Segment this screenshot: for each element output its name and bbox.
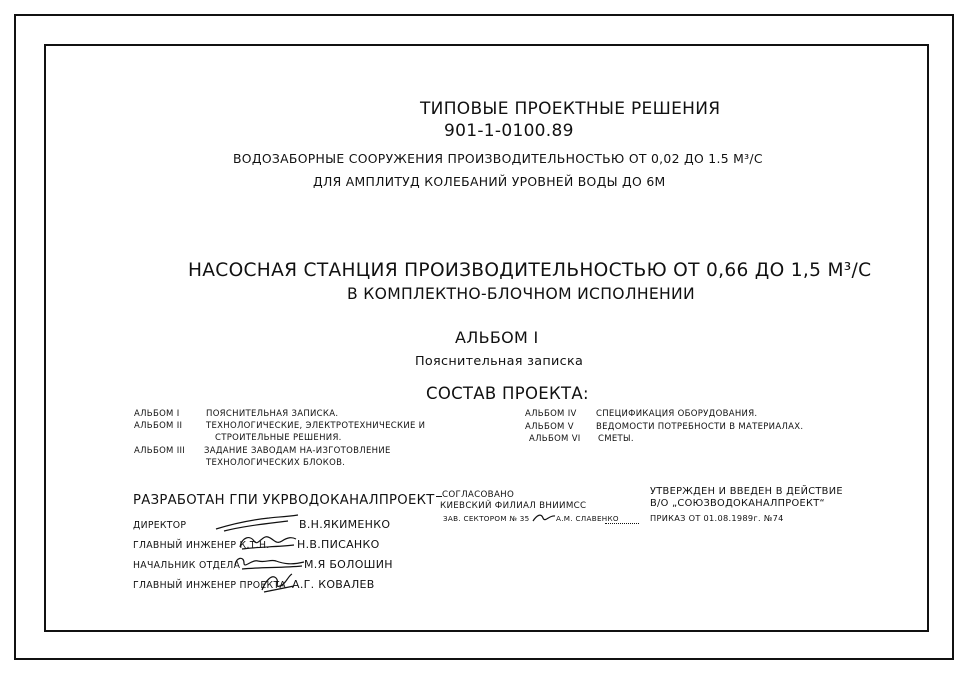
header-line-1: ТИПОВЫЕ ПРОЕКТНЫЕ РЕШЕНИЯ	[420, 99, 721, 119]
album-4-text: СПЕЦИФИКАЦИЯ ОБОРУДОВАНИЯ.	[596, 409, 758, 419]
main-title-line-1: НАСОСНАЯ СТАНЦИЯ ПРОИЗВОДИТЕЛЬНОСТЬЮ ОТ 0,66 ДО 1,5 М³/С	[188, 260, 872, 281]
director-role: ДИРЕКТОР	[133, 520, 187, 531]
album-6-label: АЛЬБОМ VI	[529, 434, 581, 444]
album-3-label: АЛЬБОМ III	[134, 446, 186, 456]
main-title-line-2: В КОМПЛЕКТНО-БЛОЧНОМ ИСПОЛНЕНИИ	[347, 285, 695, 303]
header-line-3: ВОДОЗАБОРНЫЕ СООРУЖЕНИЯ ПРОИЗВОДИТЕЛЬНОСТЬЮ ОТ 0,02 ДО 1.5 М³/С	[233, 151, 763, 166]
project-engineer-name: А.Г. КОВАЛЕВ	[292, 578, 375, 591]
approved-line-3: ПРИКАЗ ОТ 01.08.1989г. №74	[650, 513, 784, 523]
composition-heading: СОСТАВ ПРОЕКТА:	[426, 384, 589, 403]
approved-line-1: УТВЕРЖДЕН И ВВЕДЕН В ДЕЙСТВИЕ	[650, 486, 843, 497]
agreed-underline	[605, 523, 639, 524]
album-5-text: ВЕДОМОСТИ ПОТРЕБНОСТИ В МАТЕРИАЛАХ.	[596, 422, 804, 432]
project-engineer-role: ГЛАВНЫЙ ИНЖЕНЕР ПРОЕКТА	[133, 580, 287, 591]
approved-line-2: В/О „СОЮЗВОДОКАНАЛПРОЕКТ“	[650, 498, 825, 509]
album-6-text: СМЕТЫ.	[598, 434, 634, 444]
chief-engineer-role: ГЛАВНЫЙ ИНЖЕНЕР К.Т.Н.	[133, 540, 270, 551]
album-2-label: АЛЬБОМ II	[134, 421, 183, 431]
album-4-label: АЛЬБОМ IV	[525, 409, 577, 419]
project-number: 901-1-0100.89	[444, 121, 574, 141]
agreed-line-3: ЗАВ. СЕКТОРОМ № 35	[443, 514, 530, 523]
agreed-line-1: СОГЛАСОВАНО	[442, 490, 515, 500]
department-head-role: НАЧАЛЬНИК ОТДЕЛА	[133, 560, 241, 571]
header-line-4: ДЛЯ АМПЛИТУД КОЛЕБАНИЙ УРОВНЕЙ ВОДЫ ДО 6М	[313, 174, 666, 189]
department-head-name: М.Я БОЛОШИН	[304, 558, 393, 571]
project-engineer-signature	[258, 570, 296, 594]
album-5-label: АЛЬБОМ V	[525, 422, 574, 432]
album-3-text-1: ЗАДАНИЕ ЗАВОДАМ НА-ИЗГОТОВЛЕНИЕ	[204, 446, 391, 456]
agreed-line-3-name: А.М. СЛАВЕНКО	[556, 514, 619, 523]
director-name: В.Н.ЯКИМЕНКО	[299, 518, 391, 531]
sector-head-signature	[531, 511, 557, 525]
agreed-line-2: КИЕВСКИЙ ФИЛИАЛ ВНИИМСС	[440, 501, 587, 511]
album-2-text-1: ТЕХНОЛОГИЧЕСКИЕ, ЭЛЕКТРОТЕХНИЧЕСКИЕ И	[206, 421, 426, 431]
chief-engineer-name: Н.В.ПИСАНКО	[297, 538, 380, 551]
album-subtitle: Пояснительная записка	[415, 354, 584, 369]
album-1-label: АЛЬБОМ I	[134, 409, 180, 419]
album-3-text-2: ТЕХНОЛОГИЧЕСКИХ БЛОКОВ.	[206, 458, 346, 468]
album-label: АЛЬБОМ I	[455, 328, 539, 347]
developer-heading: РАЗРАБОТАН ГПИ УКРВОДОКАНАЛПРОЕКТ	[133, 493, 435, 508]
album-2-text-2: СТРОИТЕЛЬНЫЕ РЕШЕНИЯ.	[215, 433, 342, 443]
album-1-text: ПОЯСНИТЕЛЬНАЯ ЗАПИСКА.	[206, 409, 339, 419]
chief-engineer-signature	[236, 531, 298, 553]
